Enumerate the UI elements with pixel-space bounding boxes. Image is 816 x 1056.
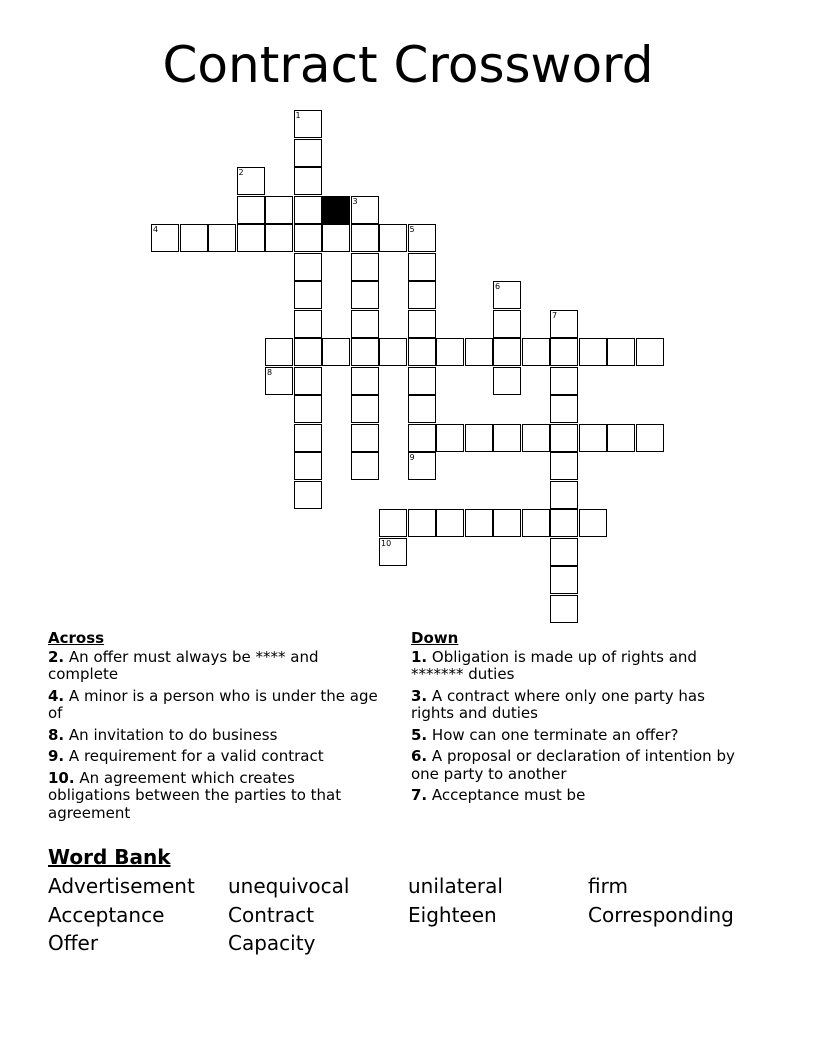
clue-number: 5. (411, 725, 428, 744)
grid-cell[interactable] (379, 224, 407, 252)
grid-cell[interactable] (408, 424, 436, 452)
grid-cell[interactable] (408, 281, 436, 309)
clue-number: 1 (295, 111, 301, 120)
across-clues (48, 630, 378, 826)
grid-cell[interactable] (294, 395, 322, 423)
grid-cell[interactable] (294, 196, 322, 224)
clue-number: 9 (409, 453, 415, 462)
down-clue (411, 688, 751, 723)
clue-number: 5 (409, 225, 415, 234)
grid-cell[interactable] (522, 509, 550, 537)
word-bank-item: Eighteen (408, 902, 497, 927)
across-clue (48, 727, 378, 745)
grid-cell[interactable] (607, 338, 635, 366)
grid-cell[interactable] (351, 395, 379, 423)
grid-cell[interactable] (550, 509, 578, 537)
grid-cell[interactable] (436, 338, 464, 366)
grid-cell[interactable] (237, 167, 265, 195)
word-bank-item: Offer (48, 931, 99, 955)
page-title: Contract Crossword (162, 36, 654, 94)
grid-cell[interactable] (465, 338, 493, 366)
grid-cell[interactable] (550, 481, 578, 509)
grid-cell[interactable] (636, 338, 664, 366)
grid-cell[interactable] (550, 452, 578, 480)
grid-cell[interactable] (294, 253, 322, 281)
grid-cell[interactable] (351, 253, 379, 281)
grid-cell[interactable] (351, 224, 379, 252)
across-clue (48, 748, 378, 766)
down-heading: Down (411, 629, 459, 647)
grid-cell[interactable] (294, 167, 322, 195)
grid-cell[interactable] (408, 310, 436, 338)
word-bank-item: unilateral (408, 874, 503, 898)
clue-text: Acceptance must be (427, 786, 586, 804)
grid-cell[interactable] (294, 139, 322, 167)
clue-number: 6 (495, 282, 501, 291)
blocked-cell (322, 196, 350, 224)
grid-cell[interactable] (294, 481, 322, 509)
grid-cell[interactable] (408, 367, 436, 395)
grid-cell[interactable] (408, 395, 436, 423)
grid-cell[interactable] (579, 424, 607, 452)
grid-cell[interactable] (379, 509, 407, 537)
grid-cell[interactable] (465, 509, 493, 537)
grid-cell[interactable] (550, 595, 578, 623)
clue-number: 8 (267, 367, 273, 377)
grid-cell[interactable] (237, 196, 265, 224)
grid-cell[interactable] (351, 367, 379, 395)
across-clue (48, 688, 378, 723)
grid-cell[interactable] (294, 224, 322, 252)
grid-cell[interactable] (294, 310, 322, 338)
grid-cell[interactable] (379, 538, 407, 566)
grid-cell[interactable] (550, 338, 578, 366)
grid-cell[interactable] (408, 452, 436, 480)
grid-cell[interactable] (493, 281, 521, 309)
clue-number: 7 (552, 310, 558, 320)
down-clue (411, 649, 751, 684)
across-clue (48, 770, 378, 823)
grid-cell[interactable] (322, 338, 350, 366)
clue-text: How can one terminate an offer? (427, 725, 679, 744)
grid-cell[interactable] (265, 224, 293, 252)
grid-cell[interactable] (408, 338, 436, 366)
grid-cell[interactable] (493, 367, 521, 395)
clue-number: 3 (352, 196, 358, 206)
grid-cell[interactable] (351, 310, 379, 338)
grid-cell[interactable] (351, 338, 379, 366)
grid-cell[interactable] (579, 509, 607, 537)
grid-cell[interactable] (351, 281, 379, 309)
word-bank-item: unequivocal (228, 874, 350, 898)
grid-cell[interactable] (436, 424, 464, 452)
grid-cell[interactable] (379, 338, 407, 366)
clue-number: 4. (48, 686, 65, 705)
clue-number: 3. (411, 686, 428, 705)
clue-number: 9. (48, 747, 65, 765)
word-bank-item: Contract (228, 902, 315, 927)
grid-cell[interactable] (550, 538, 578, 566)
word-bank-item: Capacity (228, 931, 316, 955)
grid-cell[interactable] (265, 338, 293, 366)
clue-text: A requirement for a valid contract (64, 747, 324, 765)
grid-cell[interactable] (265, 196, 293, 224)
clue-number: 2. (48, 647, 65, 666)
word-bank-title: Word Bank (48, 845, 171, 869)
grid-cell[interactable] (550, 566, 578, 594)
word-bank-item: firm (588, 874, 628, 898)
grid-cell[interactable] (351, 196, 379, 224)
clue-text: A proposal or declaration of intention by one party to another (411, 747, 735, 783)
grid-cell[interactable] (493, 509, 521, 537)
clue-number: 10. (48, 768, 75, 787)
grid-cell[interactable] (465, 424, 493, 452)
grid-cell[interactable] (294, 338, 322, 366)
grid-cell[interactable] (351, 452, 379, 480)
down-clue (411, 787, 751, 805)
across-clue (48, 649, 378, 684)
grid-cell[interactable] (294, 424, 322, 452)
grid-cell[interactable] (151, 224, 179, 252)
grid-cell[interactable] (636, 424, 664, 452)
grid-cell[interactable] (550, 424, 578, 452)
grid-cell[interactable] (607, 424, 635, 452)
word-bank-item: Advertisement (48, 874, 195, 898)
grid-cell[interactable] (408, 224, 436, 252)
clue-number: 2 (238, 168, 244, 177)
down-clue (411, 727, 751, 745)
grid-cell[interactable] (493, 424, 521, 452)
grid-cell[interactable] (294, 452, 322, 480)
grid-cell[interactable] (208, 224, 236, 252)
clue-text: Obligation is made up of rights and ******* duties (411, 647, 697, 683)
grid-cell[interactable] (522, 338, 550, 366)
grid-cell[interactable] (237, 224, 265, 252)
grid-cell[interactable] (322, 224, 350, 252)
grid-cell[interactable] (550, 367, 578, 395)
word-bank-item: Acceptance (48, 902, 165, 927)
grid-cell[interactable] (493, 310, 521, 338)
clue-text: An offer must always be **** and complete (48, 647, 319, 683)
clue-text: A contract where only one party has rights and duties (411, 686, 705, 722)
down-clues (411, 630, 751, 809)
grid-cell[interactable] (522, 424, 550, 452)
clue-text: An agreement which creates obligations between the parties to that agreement (48, 768, 342, 822)
grid-cell[interactable] (550, 395, 578, 423)
across-heading: Across (48, 629, 105, 647)
clue-number: 8. (48, 725, 65, 744)
grid-cell[interactable] (436, 509, 464, 537)
grid-cell[interactable] (579, 338, 607, 366)
clue-number: 6. (411, 747, 428, 765)
grid-cell[interactable] (408, 509, 436, 537)
grid-cell[interactable] (294, 281, 322, 309)
clue-number: 10 (381, 538, 392, 548)
word-bank-item: Corresponding (588, 902, 734, 927)
clue-number: 4 (153, 225, 159, 234)
grid-cell[interactable] (180, 224, 208, 252)
clue-text: An invitation to do business (64, 725, 278, 744)
grid-cell[interactable] (550, 310, 578, 338)
grid-cell[interactable] (294, 110, 322, 138)
clue-number: 7. (411, 786, 428, 804)
word-bank (48, 872, 788, 958)
grid-cell[interactable] (351, 424, 379, 452)
grid-cell[interactable] (265, 367, 293, 395)
clue-number: 1. (411, 647, 428, 666)
down-clue (411, 748, 751, 783)
grid-cell[interactable] (493, 338, 521, 366)
clue-text: A minor is a person who is under the age of (48, 686, 378, 722)
grid-cell[interactable] (294, 367, 322, 395)
grid-cell[interactable] (408, 253, 436, 281)
